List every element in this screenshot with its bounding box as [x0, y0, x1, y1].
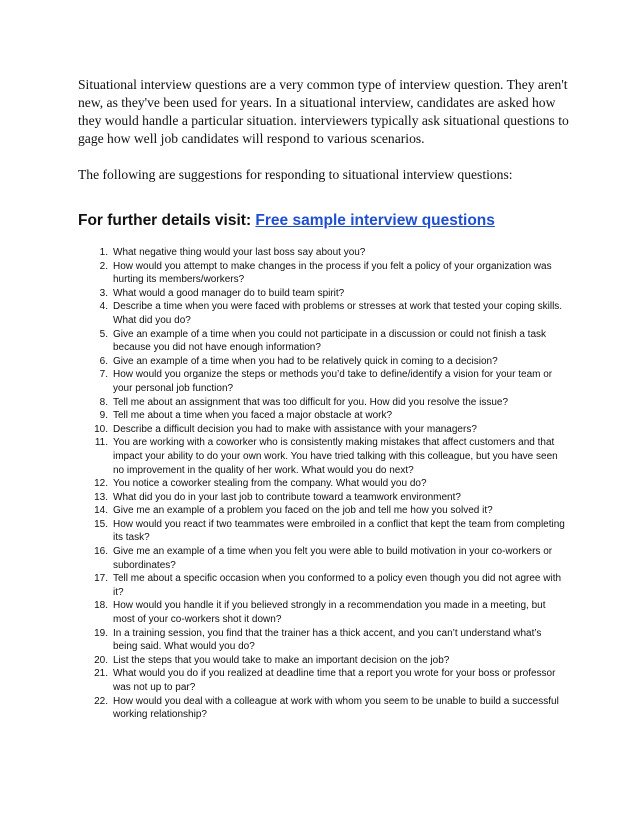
- question-item: [78, 300, 568, 327]
- question-number: 5.: [99, 328, 108, 340]
- question-item: [78, 368, 568, 395]
- intro-paragraph: Situational interview questions are a very common type of interview question. They aren't new, as they've been used for years. In a situational interview, candidates are asked how they would handle a particular situation. interviewers typically ask situational questions to gage how well job candidates will respond to various scenarios.: [78, 77, 569, 146]
- question-number: 14.: [94, 505, 108, 517]
- question-text: What would a good manager do to build team spirit?: [113, 287, 345, 299]
- question-item: [78, 409, 568, 423]
- question-text: How would you deal with a colleague at work with whom you seem to be unable to build a successful working relationship?: [113, 695, 559, 721]
- question-number: 18.: [94, 600, 108, 612]
- question-item: [78, 260, 568, 287]
- question-item: [78, 599, 568, 626]
- question-number: 12.: [94, 478, 108, 490]
- question-item: [78, 355, 568, 369]
- question-text: Give me an example of a problem you faced on the job and tell me how you solved it?: [113, 505, 493, 517]
- question-number: 21.: [94, 668, 108, 680]
- question-text: You are working with a coworker who is consistently making mistakes that affect customers and that impact your ability to do your own work. You have tried talking with this colleague, but you have seen no improvement in the quality of her work. What would you do next?: [113, 437, 558, 476]
- question-item: [78, 572, 568, 599]
- question-item: [78, 436, 568, 477]
- question-item: [78, 695, 568, 722]
- question-text: How would you react if two teammates were embroiled in a conflict that kept the team from completing its task?: [113, 518, 565, 544]
- question-item: [78, 545, 568, 572]
- intro-paragraph: The following are suggestions for responding to situational interview questions:: [78, 167, 513, 182]
- question-number: 6.: [99, 355, 108, 367]
- question-text: List the steps that you would take to make an important decision on the job?: [113, 654, 450, 666]
- question-text: Describe a difficult decision you had to make with assistance with your managers?: [113, 423, 477, 435]
- question-item: [78, 667, 568, 694]
- question-text: Tell me about an assignment that was too difficult for you. How did you resolve the issue?: [113, 396, 509, 408]
- question-item: [78, 491, 568, 505]
- question-item: [78, 423, 568, 437]
- question-text: You notice a coworker stealing from the company. What would you do?: [113, 478, 427, 490]
- question-item: [78, 627, 568, 654]
- question-item: [78, 287, 568, 301]
- question-number: 11.: [94, 437, 108, 449]
- question-number: 16.: [94, 546, 108, 558]
- question-number: 2.: [99, 260, 108, 272]
- question-number: 13.: [94, 491, 108, 503]
- question-text: Tell me about a specific occasion when you conformed to a policy even though you did not agree with it?: [113, 573, 562, 598]
- heading-prefix: For further details visit:: [78, 212, 256, 229]
- question-number: 8.: [99, 396, 108, 408]
- question-item: [78, 328, 568, 355]
- question-text: How would you organize the steps or methods you’d take to define/identify a vision for your team or your personal job function?: [113, 369, 553, 394]
- question-text: Give an example of a time when you had to be relatively quick in coming to a decision?: [113, 355, 498, 367]
- question-number: 3.: [99, 287, 108, 299]
- question-text: Give an example of a time when you could not participate in a discussion or could not finish a task because you did not have enough information?: [113, 328, 547, 354]
- question-text: Tell me about a time when you faced a major obstacle at work?: [113, 410, 393, 422]
- question-text: How would you attempt to make changes in the process if you felt a policy of your organization was hurting its members/workers?: [113, 260, 552, 286]
- question-item: [78, 654, 568, 668]
- free-sample-questions-link[interactable]: Free sample interview questions: [255, 212, 495, 229]
- question-item: [78, 477, 568, 491]
- question-text: How would you handle it if you believed strongly in a recommendation you made in a meeting, but most of your co-workers shot it down?: [113, 600, 546, 626]
- question-number: 19.: [94, 627, 108, 639]
- question-item: [78, 504, 568, 518]
- question-text: What negative thing would your last boss say about you?: [113, 247, 366, 258]
- question-text: Give me an example of a time when you felt you were able to build motivation in your co-workers or subordinates?: [113, 546, 553, 571]
- question-number: 4.: [99, 301, 108, 313]
- question-number: 10.: [94, 423, 108, 435]
- question-number: 15.: [94, 518, 108, 530]
- question-item: [78, 396, 568, 410]
- question-item: [78, 246, 568, 260]
- question-text: What did you do in your last job to contribute toward a teamwork environment?: [113, 491, 461, 503]
- question-list: [78, 246, 568, 722]
- question-number: 7.: [99, 369, 108, 381]
- details-heading: [78, 212, 598, 230]
- question-number: 22.: [94, 695, 108, 707]
- question-number: 20.: [94, 654, 108, 666]
- question-text: Describe a time when you were faced with problems or stresses at work that tested your coping skills. What did you do?: [113, 301, 563, 326]
- question-text: What would you do if you realized at deadline time that a report you wrote for your boss or professor was not up to par?: [113, 668, 556, 693]
- question-number: 9.: [99, 410, 108, 422]
- intro-section: [78, 76, 578, 184]
- question-number: 1.: [99, 247, 108, 258]
- question-number: 17.: [94, 573, 108, 585]
- question-text: In a training session, you find that the trainer has a thick accent, and you can’t understand what’s being said. What would you do?: [113, 627, 542, 653]
- question-item: [78, 518, 568, 545]
